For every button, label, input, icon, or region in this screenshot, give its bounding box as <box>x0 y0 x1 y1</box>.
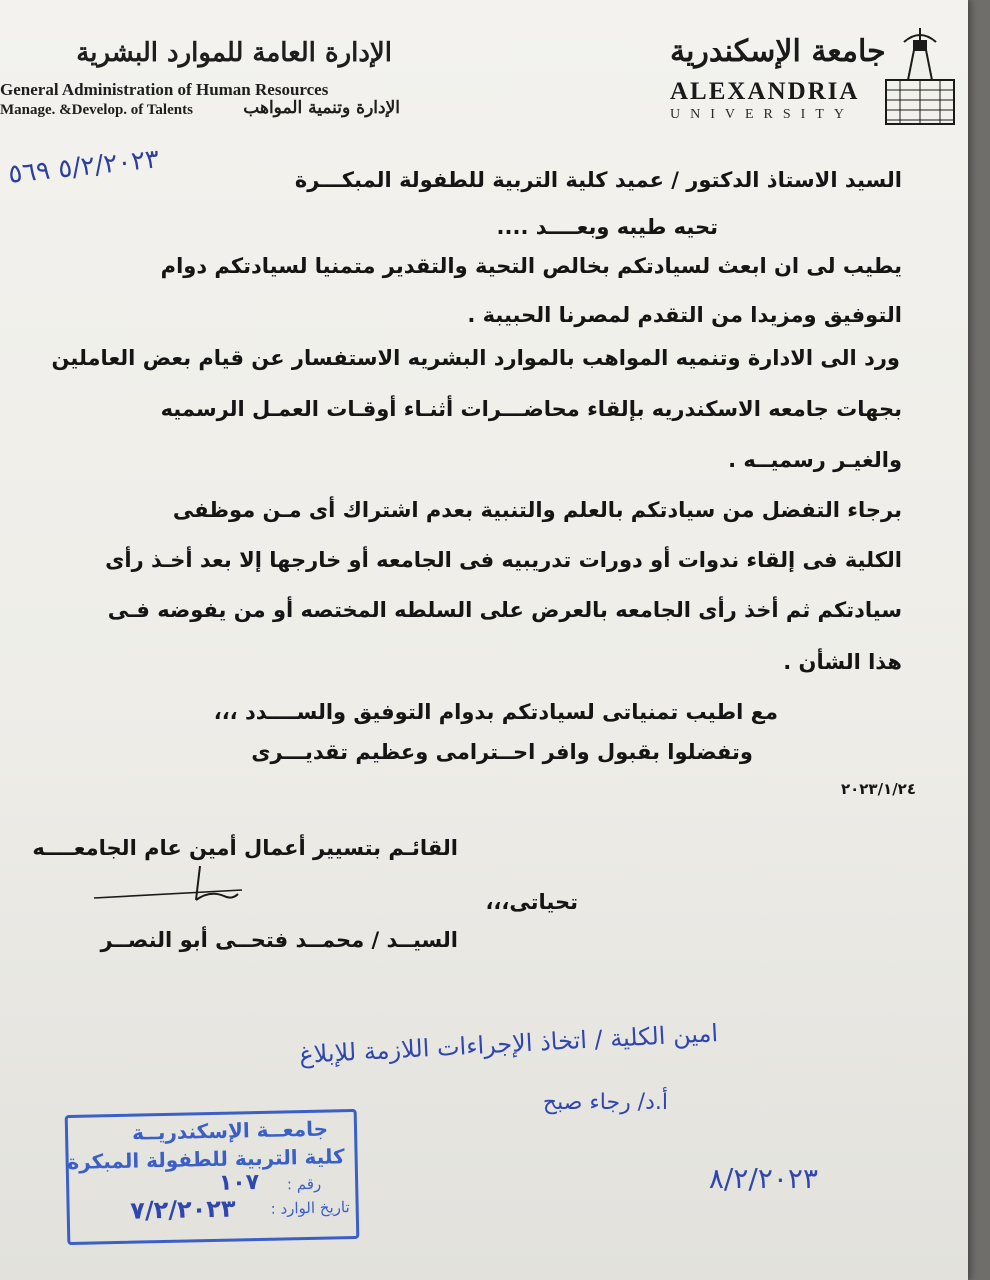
stamp-date-value: ٧/٢/٢٠٢٣ <box>129 1194 236 1225</box>
letter-closing-2: وتفضلوا بقبول وافر احــترامى وعظيم تقديـــرى <box>251 740 753 764</box>
handwritten-receipt-date: ٥/٢/٢٠٢٣ ٥٦٩ <box>6 144 161 190</box>
university-name-en: ALEXANDRIA <box>670 78 860 105</box>
university-header <box>640 28 960 138</box>
hr-header-en-subtitle: Manage. &Develop. of Talents <box>0 102 193 118</box>
stamp-number-label: رقم : <box>286 1174 322 1194</box>
hr-header-ar-subtitle: الإدارة وتنمية المواهب <box>243 98 400 118</box>
signatory-name: السيــد / محمــد فتحــى أبو النصــر <box>100 928 458 952</box>
stamp-faculty: كلية التربية للطفولة المبكرة <box>67 1144 345 1175</box>
letter-line-9: هذا الشأن . <box>783 650 902 674</box>
letter-line-4: بجهات جامعه الاسكندريه بإلقاء محاضـــرات أثنـاء أوقـات العمـل الرسميه <box>160 397 902 421</box>
handwritten-annotation-signer: أ.د/ رجاء صبح <box>542 1090 668 1115</box>
signatory-title: القائـم بتسيير أعمال أمين عام الجامعــــه <box>32 836 458 860</box>
hr-header-en-title: General Administration of Human Resources <box>0 80 329 99</box>
letter-recipient: السيد الاستاذ الدكتور / عميد كلية التربية للطفولة المبكـــرة <box>294 168 902 192</box>
letter-line-3: ورد الى الادارة وتنميه المواهب بالموارد البشريه الاستفسار عن قيام بعض العاملين <box>51 346 900 370</box>
stamp-date-label: تاريخ الوارد : <box>270 1198 350 1218</box>
letter-closing-1: مع اطيب تمنياتى لسيادتكم بدوام التوفيق والســــدد ،،، <box>213 700 778 724</box>
handwritten-annotation-date: ٨/٢/٢٠٢٣ <box>708 1162 818 1195</box>
letter-line-6: برجاء التفضل من سيادتكم بالعلم والتنبية بعدم اشتراك أى مـن موظفى <box>172 498 902 522</box>
incoming-stamp <box>65 1109 360 1245</box>
letter-date: ٢٠٢٣/١/٢٤ <box>840 780 916 798</box>
letter-line-5: والغيـر رسميــه . <box>728 448 902 472</box>
letter-greeting: تحيه طيبه وبعــــد .... <box>496 215 718 239</box>
stamp-number-value: ١٠٧ <box>218 1170 260 1196</box>
letter-line-2: التوفيق ومزيدا من التقدم لمصرنا الحبيبة . <box>467 303 902 327</box>
regards-line: تحياتى،،، <box>485 890 578 914</box>
handwritten-annotation-line-1: امين الكلية / اتخاذ الإجراءات اللازمة للإبلاغ <box>298 1019 719 1069</box>
lighthouse-logo-icon <box>880 28 960 128</box>
signature-icon <box>92 860 252 910</box>
university-name-en-sub: UNIVERSITY <box>670 107 854 122</box>
letter-line-1: يطيب لى ان ابعث لسيادتكم بخالص التحية والتقدير متمنيا لسيادتكم دوام <box>160 254 902 278</box>
stamp-university: جامعــة الإسكندريــة <box>131 1116 329 1145</box>
letter-line-7: الكلية فى إلقاء ندوات أو دورات تدريبيه فى الجامعه أو خارجها إلا بعد أخـذ رأى <box>105 548 902 572</box>
letter-line-8: سيادتكم ثم أخذ رأى الجامعه بالعرض على السلطه المختصه أو من يفوضه فـى <box>107 598 902 622</box>
hr-header-ar-title: الإدارة العامة للموارد البشرية <box>76 38 392 68</box>
university-name-ar: جامعة الإسكندرية <box>670 34 886 69</box>
